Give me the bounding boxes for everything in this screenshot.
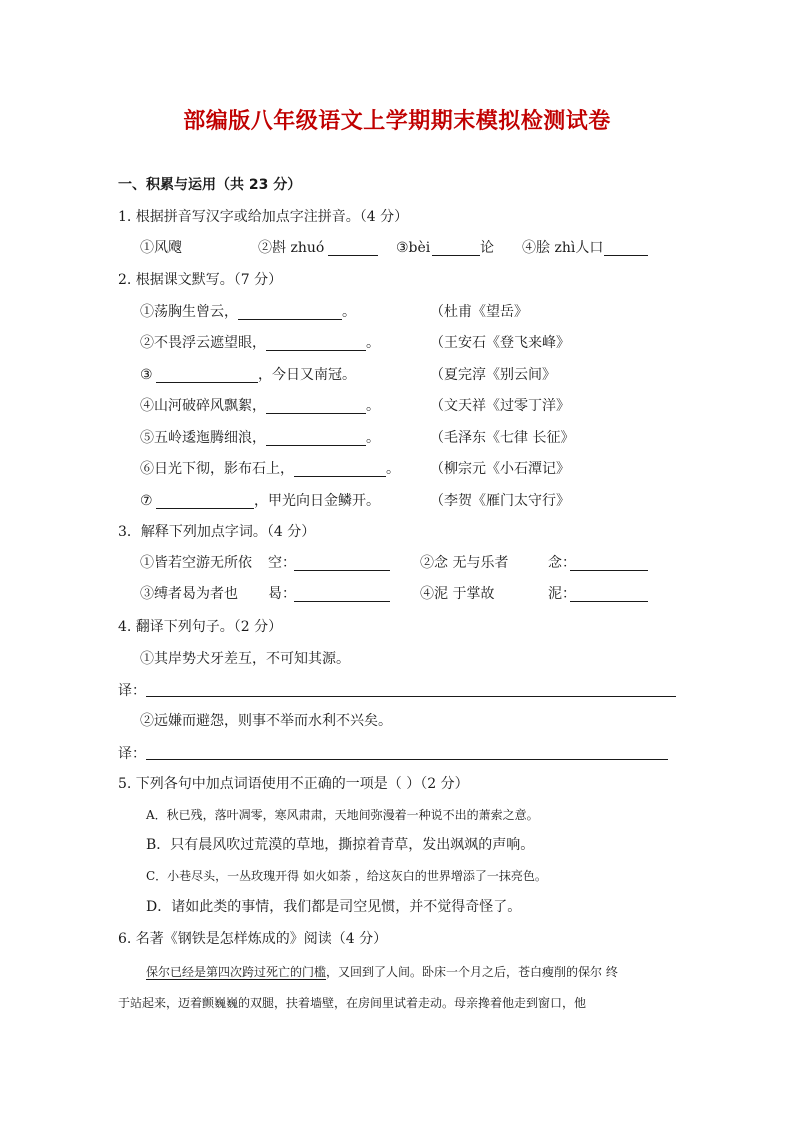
q3-label-2: 念： [548,555,576,571]
q4-label-1: 译： [118,683,146,699]
q1-item-3: ③bèi [396,240,431,256]
q2-stem: 2. 根据课文默写。（7 分） [118,272,283,288]
q6-passage-line-1: ，又回到了人间。卧床一个月之后，苍白瘦削的保尔 终 [326,965,618,979]
q4-stem: 4. 翻译下列句子。（2 分） [118,619,283,635]
q2-row-5-post: 。 [366,430,380,446]
q3-label-3: 曷： [268,586,296,602]
q2-row-4-src: （文天祥《过零丁洋》 [430,398,570,414]
q2-row-3-src: （夏完淳《别云间》 [430,367,556,383]
q6-passage-line-2: 于站起来，迈着颤巍巍的双腿，扶着墙壁，在房间里试着走动。母亲搀着他走到窗口，他 [118,996,587,1010]
q3-label-1: 空： [268,555,296,571]
q6-underlined-phrase: 保尔已经是第四次跨过死亡的门槛 [146,965,327,979]
q2-row-7-pre: ⑦ [140,493,153,509]
q1-blank-4[interactable] [604,254,648,256]
q2-row-4-post: 。 [366,398,380,414]
q4-answer-line-2[interactable] [146,758,668,760]
q1-item-3b: 论 [480,240,494,256]
q1-item-2: ②斟 zhuó [258,240,325,256]
q5-option-c: C．小巷尽头，一丛玫瑰开得 如火如荼 ，给这灰白的世界增添了一抹亮色。 [146,869,547,883]
q2-row-4-pre: ④山河破碎风飘絮， [140,398,266,414]
section-heading: 一、积累与运用（共 23 分） [118,177,302,193]
q1-blank-3[interactable] [432,254,480,256]
q3-stem: 3．解释下列加点字词。（4 分） [118,524,316,540]
q2-row-5-blank[interactable] [266,444,366,446]
q1-item-1: ①风飕 [140,240,182,256]
q3-item-2: ②念 无与乐者 [420,555,509,571]
q3-item-4: ④泥 于掌故 [420,586,495,602]
q2-row-5-src: （毛泽东《七律 长征》 [430,430,575,446]
q2-row-3-pre: ③ [140,367,153,383]
q1-item-4: ④脍 zhì人口 [522,240,604,256]
q2-row-1-post: 。 [342,304,356,320]
q5-option-a: A．秋已残，落叶凋零，寒风肃肃，天地间弥漫着一种说不出的萧索之意。 [146,808,539,822]
q2-row-7-post: ，甲光向日金鳞开。 [254,493,380,509]
q2-row-2-blank[interactable] [266,349,366,351]
q1-blank-2[interactable] [328,254,378,256]
q4-sentence-1: ①其岸势犬牙差互，不可知其源。 [140,651,350,667]
q2-row-5-pre: ⑤五岭逶迤腾细浪， [140,430,266,446]
q4-answer-line-1[interactable] [146,695,676,697]
q5-option-b: B．只有晨风吹过荒漠的草地，撕掠着青草，发出飒飒的声响。 [146,837,535,853]
q3-blank-1[interactable] [294,569,390,571]
q3-item-1: ①皆若空游无所依 [140,555,252,571]
q2-row-6-blank[interactable] [294,475,386,477]
q2-row-1-src: （杜甫《望岳》 [430,304,528,320]
q2-row-6-src: （柳宗元《小石潭记》 [430,461,570,477]
q2-row-3-post: ，今日又南冠。 [258,367,356,383]
q1-stem: 1. 根据拼音写汉字或给加点字注拼音。（4 分） [118,209,409,225]
q2-row-7-src: （李贺《雁门太守行》 [430,493,570,509]
q5-option-d: D．诸如此类的事情，我们都是司空见惯，并不觉得奇怪了。 [146,899,522,915]
q2-row-1-pre: ①荡胸生曾云， [140,304,238,320]
q2-row-4-blank[interactable] [266,412,366,414]
q5-stem: 5. 下列各句中加点词语使用不正确的一项是（ ）（2 分） [118,776,469,792]
q2-row-6-post: 。 [386,461,400,477]
q2-row-3-blank[interactable] [156,381,258,383]
q2-row-7-blank[interactable] [156,507,254,509]
page-title: 部编版八年级语文上学期期末模拟检测试卷 [183,109,611,134]
q2-row-2-pre: ②不畏浮云遮望眼， [140,335,266,351]
q4-sentence-2: ②远嫌而避怨，则事不举而水利不兴矣。 [140,713,392,729]
q3-blank-3[interactable] [294,600,390,602]
q2-row-2-post: 。 [366,335,380,351]
q2-row-6-pre: ⑥日光下彻，影布石上， [140,461,294,477]
q3-blank-2[interactable] [570,569,648,571]
q2-row-2-src: （王安石《登飞来峰》 [430,335,570,351]
q3-blank-4[interactable] [570,600,648,602]
q2-row-1-blank[interactable] [238,318,342,320]
q3-label-4: 泥： [548,586,576,602]
q4-label-2: 译： [118,746,146,762]
q3-item-3: ③缚者曷为者也 [140,586,238,602]
q6-stem: 6. 名著《钢铁是怎样炼成的》阅读（4 分） [118,931,388,947]
